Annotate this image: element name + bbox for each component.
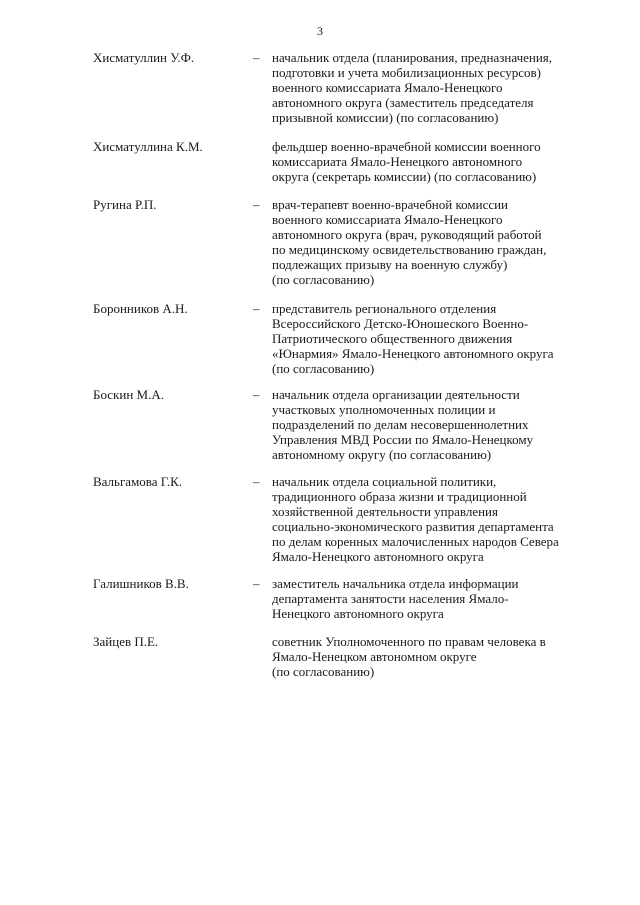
role-line: Всероссийского Детско-Юношеского Военно- [272, 316, 529, 331]
role-line: начальник отдела организации деятельности [272, 387, 520, 402]
member-role [272, 634, 617, 679]
member-name: Боронников А.Н. [93, 301, 188, 316]
role-line: фельдшер военно-врачебной комиссии военного [272, 139, 541, 154]
role-line: социально-экономического развития департамента [272, 519, 554, 534]
role-line: участковых уполномоченных полиции и [272, 402, 496, 417]
member-name: Ругина Р.П. [93, 197, 157, 212]
role-line: Ненецкого автономного округа [272, 606, 444, 621]
member-name: Хисматуллин У.Ф. [93, 50, 195, 65]
member-role [272, 197, 617, 287]
role-line: (по согласованию) [272, 361, 375, 376]
role-line: Управления МВД России по Ямало-Ненецкому [272, 432, 534, 447]
role-line: подлежащих призыву на военную службу) [272, 257, 508, 272]
role-line: Ямало-Ненецком автономном округе [272, 649, 477, 664]
dash-separator: – [253, 50, 260, 65]
member-name: Галишников В.В. [93, 576, 189, 591]
role-line: по делам коренных малочисленных народов Севера [272, 534, 559, 549]
role-line: подготовки и учета мобилизационных ресурсов) [272, 65, 541, 80]
role-line: военного комиссариата Ямало-Ненецкого [272, 212, 503, 227]
page-number: 3 [317, 24, 323, 38]
role-line: заместитель начальника отдела информации [272, 576, 519, 591]
role-line: Ямало-Ненецкого автономного округа [272, 549, 484, 564]
role-line: департамента занятости населения Ямало- [272, 591, 509, 606]
member-name: Боскин М.А. [93, 387, 164, 402]
dash-separator: – [253, 576, 260, 591]
member-role [272, 301, 617, 376]
role-line: начальник отдела (планирования, предназначения, [272, 50, 553, 65]
role-line: хозяйственной деятельности управления [272, 504, 498, 519]
dash-separator: – [253, 197, 260, 212]
member-role [272, 139, 617, 184]
role-line: автономному округу (по согласованию) [272, 447, 492, 462]
role-line: (по согласованию) [272, 272, 375, 287]
role-line: врач-терапевт военно-врачебной комиссии [272, 197, 509, 212]
role-line: представитель регионального отделения [272, 301, 497, 316]
role-line: по медицинскому освидетельствованию граждан, [272, 242, 547, 257]
role-line: традиционного образа жизни и традиционной [272, 489, 527, 504]
role-line: округа (секретарь комиссии) (по согласованию) [272, 169, 537, 184]
role-line: военного комиссариата Ямало-Ненецкого [272, 80, 503, 95]
member-role [272, 50, 617, 125]
role-line: советник Уполномоченного по правам человека в [272, 634, 546, 649]
dash-separator: – [253, 387, 260, 402]
role-line: Патриотического общественного движения [272, 331, 513, 346]
role-line: автономного округа (заместитель председателя [272, 95, 534, 110]
member-role [272, 474, 617, 564]
role-line: комиссариата Ямало-Ненецкого автономного [272, 154, 523, 169]
member-role [272, 387, 617, 462]
role-line: «Юнармия» Ямало-Ненецкого автономного округа [272, 346, 554, 361]
role-line: начальник отдела социальной политики, [272, 474, 497, 489]
member-role [272, 576, 617, 621]
member-name: Зайцев П.Е. [93, 634, 159, 649]
role-line: автономного округа (врач, руководящий работой [272, 227, 542, 242]
member-name: Хисматуллина К.М. [93, 139, 203, 154]
role-line: (по согласованию) [272, 664, 375, 679]
role-line: подразделений по делам несовершеннолетних [272, 417, 529, 432]
member-name: Вальгамова Г.К. [93, 474, 183, 489]
role-line: призывной комиссии) (по согласованию) [272, 110, 499, 125]
dash-separator: – [253, 474, 260, 489]
dash-separator: – [253, 301, 260, 316]
